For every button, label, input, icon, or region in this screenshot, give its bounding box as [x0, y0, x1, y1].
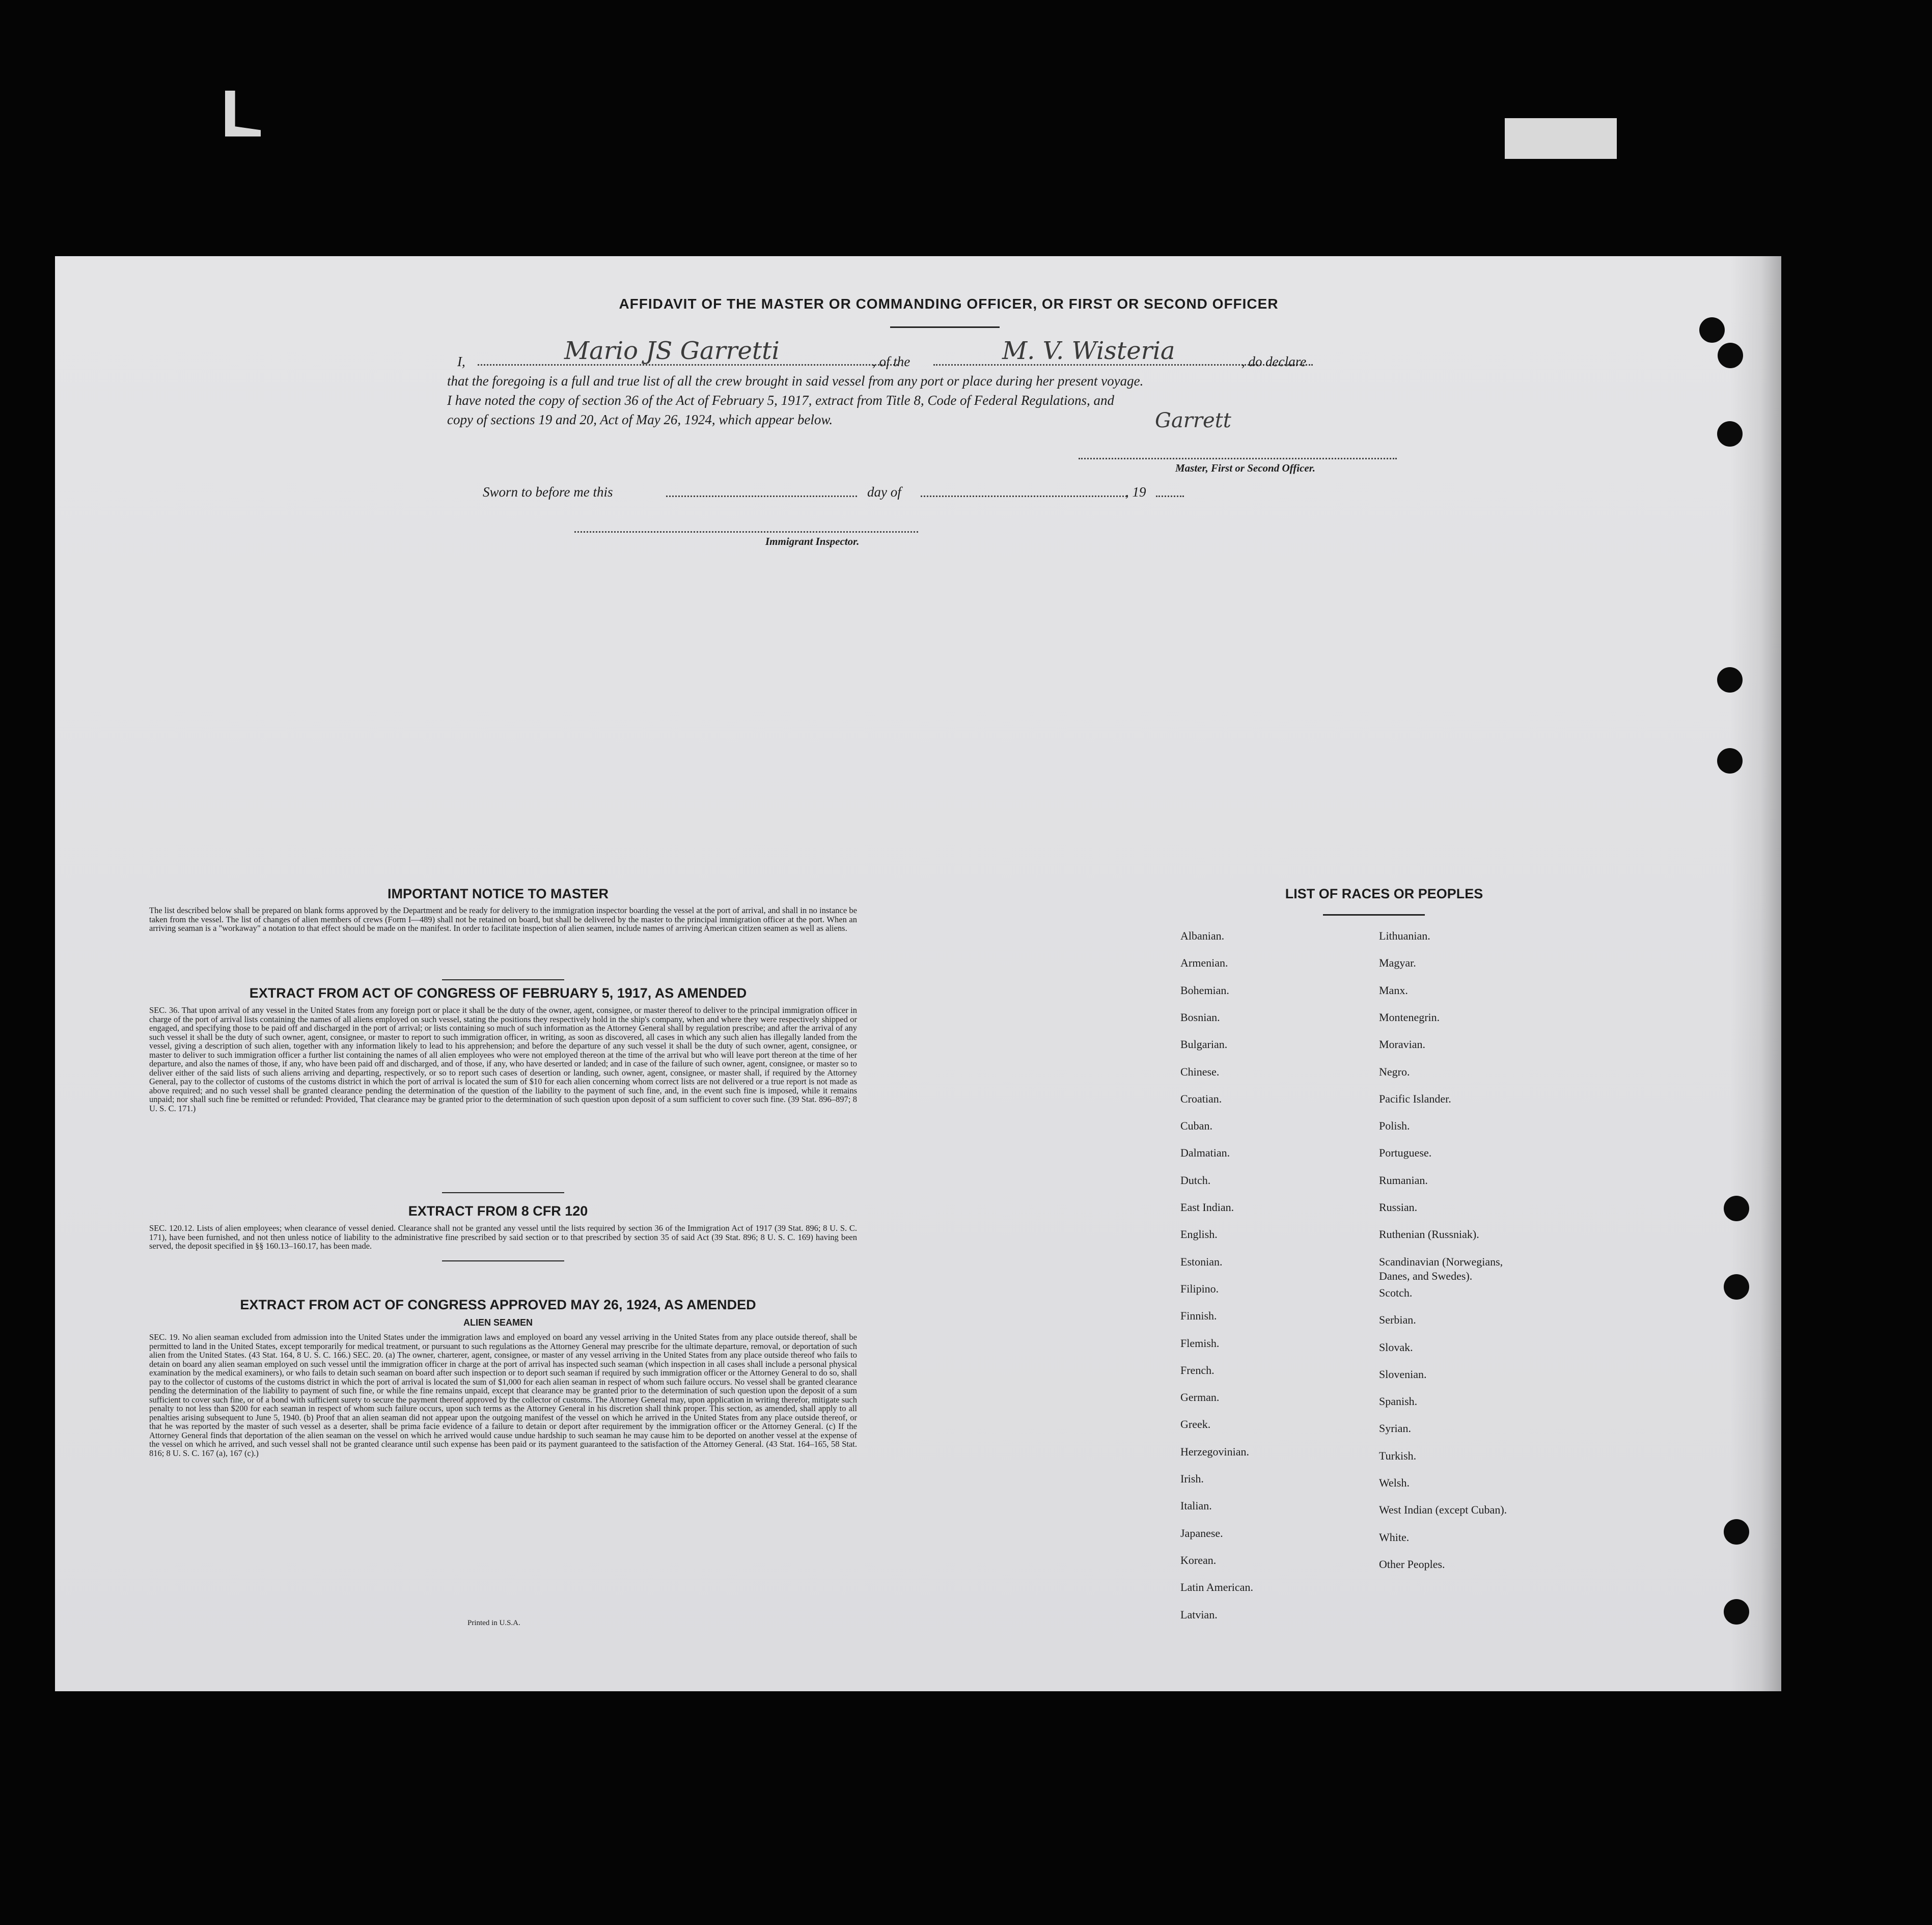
races-left-column — [1180, 929, 1374, 1653]
binder-hole — [1718, 343, 1743, 368]
race-item: Rumanian. — [1379, 1173, 1428, 1187]
race-item: East Indian. — [1180, 1201, 1234, 1214]
race-item: Serbian. — [1379, 1313, 1416, 1327]
binder-hole — [1717, 421, 1743, 447]
extract-1924-heading: EXTRACT FROM ACT OF CONGRESS APPROVED MAY 26, 1924, AS AMENDED — [240, 1297, 756, 1312]
declaration-line-3: I have noted the copy of section 36 of the Act of February 5, 1917, extract from Title 8, Code of Federal Regulations, and — [447, 393, 1115, 408]
extract-cfr-body: SEC. 120.12. Lists of alien employees; when clearance of vessel denied. Clearance shall not be granted any vessel until the lists required by section 36 of the Immigration Act of 1917 (39 Stat. 896; 8 U. S. C. 171), have been furnished, and not then unless notice of liability to the administrative fine prescribed by said section or to that prescribed by section 35 of said Act (39 Stat. 896; 8 U. S. C. 169) having been served, the deposit specified in §§ 160.13–160.17, has been made. — [149, 1223, 857, 1251]
race-item: Lithuanian. — [1379, 929, 1430, 942]
race-item: Montenegrin. — [1379, 1010, 1440, 1024]
film-tab-left — [225, 91, 261, 136]
race-item: Turkish. — [1379, 1449, 1417, 1462]
race-item: Finnish. — [1180, 1309, 1217, 1323]
binder-hole — [1717, 748, 1743, 774]
race-item: Scandinavian (Norwegians, — [1379, 1255, 1503, 1268]
race-item: Filipino. — [1180, 1282, 1219, 1295]
race-item: German. — [1180, 1391, 1220, 1404]
race-item: Other Peoples. — [1379, 1557, 1445, 1571]
extract-1917-divider — [442, 1192, 564, 1193]
race-item: Irish. — [1180, 1472, 1204, 1485]
binder-hole — [1724, 1599, 1749, 1625]
declaration-prefix: I, — [457, 354, 465, 369]
officer-signature: Garrett — [1155, 409, 1231, 432]
race-item: Negro. — [1379, 1065, 1410, 1078]
race-item: Moravian. — [1379, 1038, 1426, 1051]
title-divider — [890, 326, 1000, 328]
sworn-year-line — [1156, 496, 1184, 497]
binder-hole — [1724, 1196, 1749, 1221]
notice-divider — [442, 979, 564, 980]
races-heading: LIST OF RACES OR PEOPLES — [1285, 886, 1483, 901]
printed-label: Printed in U.S.A. — [467, 1619, 520, 1627]
race-item: Spanish. — [1379, 1395, 1418, 1408]
race-item: Russian. — [1379, 1201, 1418, 1214]
affidavit-title: AFFIDAVIT OF THE MASTER OR COMMANDING OFFICER, OR FIRST OR SECOND OFFICER — [619, 296, 1279, 312]
binder-hole — [1724, 1274, 1749, 1300]
race-item: Pacific Islander. — [1379, 1092, 1451, 1105]
notice-body: The list described below shall be prepared on blank forms approved by the Department and be ready for delivery to the immigration inspector boarding the vessel at the port of arrival, and shall in no instance be taken from the vessel. The list of changes of alien members of crews (Form I—489) shall not be retained on board, but shall be delivered by the master to the principal immigration officer at the port. When an arriving seaman is a "workaway" a notation to that effect should be made on the manifest. In order to facilitate inspection of alien seamen, include names of arriving American citizen seamen as well as aliens. — [149, 905, 857, 933]
race-item: Welsh. — [1379, 1476, 1410, 1489]
extract-1917-heading: EXTRACT FROM ACT OF CONGRESS OF FEBRUARY 5, 1917, AS AMENDED — [249, 985, 747, 1001]
race-item: Chinese. — [1180, 1065, 1220, 1078]
race-item: Portuguese. — [1379, 1146, 1432, 1160]
race-item: Slovak. — [1379, 1340, 1413, 1354]
race-item: Italian. — [1180, 1499, 1212, 1513]
race-item: Herzegovinian. — [1180, 1445, 1249, 1458]
race-item: Slovenian. — [1379, 1367, 1427, 1381]
race-item: Manx. — [1379, 983, 1408, 997]
sworn-text: Sworn to before me this — [483, 484, 613, 500]
of-the-text: , of the — [872, 354, 910, 369]
inspector-line — [574, 531, 918, 533]
binder-hole — [1717, 667, 1743, 693]
race-item: Croatian. — [1180, 1092, 1222, 1105]
race-item: French. — [1180, 1363, 1215, 1377]
race-item: Scotch. — [1379, 1286, 1413, 1299]
race-item: Ruthenian (Russniak). — [1379, 1228, 1479, 1241]
race-item: Magyar. — [1379, 956, 1416, 970]
races-right-column — [1379, 929, 1654, 1653]
race-item: Korean. — [1180, 1553, 1217, 1566]
race-item: Japanese. — [1180, 1526, 1223, 1539]
page-edge-shadow — [1730, 256, 1781, 1691]
race-item: Cuban. — [1180, 1119, 1212, 1133]
race-item: Dutch. — [1180, 1173, 1211, 1187]
race-item: Danes, and Swedes). — [1379, 1269, 1473, 1282]
race-item: Greek. — [1180, 1418, 1211, 1431]
race-item: Syrian. — [1379, 1422, 1411, 1435]
signature-caption: Master, First or Second Officer. — [1175, 462, 1315, 474]
race-item: West Indian (except Cuban). — [1379, 1503, 1507, 1517]
race-item: Latvian. — [1180, 1608, 1218, 1621]
race-item: Flemish. — [1180, 1336, 1220, 1350]
day-of-text: day of — [867, 484, 901, 500]
race-item: Bohemian. — [1180, 983, 1229, 997]
officer-name-handwritten: Mario JS Garretti — [564, 337, 780, 365]
binder-hole — [1699, 317, 1725, 343]
race-item: Latin American. — [1180, 1581, 1253, 1594]
vessel-name-handwritten: M. V. Wisteria — [1002, 337, 1175, 365]
race-item: Armenian. — [1180, 956, 1228, 970]
race-item: Bosnian. — [1180, 1010, 1220, 1024]
race-item: Dalmatian. — [1180, 1146, 1230, 1160]
declaration-line-2: that the foregoing is a full and true list of all the crew brought in said vessel from any port or place during her present voyage. — [447, 373, 1144, 389]
extract-1924-body: SEC. 19. No alien seaman excluded from admission into the United States under the immigration laws and employed on board any vessel arriving in the United States from any place outside thereof, shall be permitted to land in the United States, except temporarily for medical treatment, or pursuant to such regulations as the Attorney General may prescribe for the ultimate departure, removal, or deportation of such alien from the United States. (43 Stat. 164, 8 U. S. C. 166.) SEC. 20. (a) The owner, charterer, agent, consignee, or master of any vessel arriving in the United States from any place outside thereof who fails to detain on board any alien seaman employed on such vessel until the immigration officer in charge at the port of arrival has inspected such seaman (which inspection in all cases shall include a personal physical examination by the medical examiners), or who fails to detain such seaman on board after such inspection or to deport such seaman if required by such immigration officer or the Attorney General to do so, shall pay to the collector of customs of the customs district in which the port of arrival is located the sum of $1,000 for each alien seaman in respect of whom such failure occurs. No vessel shall be granted clearance pending the determination of the liability to payment of such fine, or while the fine remains unpaid, except that clearance may be granted prior to the determination of such question upon the deposit of a sum sufficient to cover such fine, or of a bond with sufficient surety to secure the payment thereof approved by the collector of customs. The Attorney General may, upon application in writing therefor, mitigate such penalty to not less than $200 for each seaman in respect of whom such failure occurs, upon such terms as the Attorney General in his discretion shall think proper. This section, as amended, shall apply to all penalties arising subsequent to June 5, 1940. (b) Proof that an alien seaman did not appear upon the outgoing manifest of the vessel on which he arrived in the United States from any place outside thereof, or that he was reported by the master of such vessel as a deserter, shall be prima facie evidence of a failure to detain or deport after requirement by the immigration officer or the Attorney General. (c) If the Attorney General finds that deportation of the alien seaman on the vessel on which he arrived would cause undue hardship to such seaman he may cause him to be deported on another vessel at the expense of the vessel on which he arrived, and such vessel shall not be granted clearance until such expense has been paid or its payment guaranteed to the satisfaction of the Attorney General. (43 Stat. 164–165, 58 Stat. 816; 8 U. S. C. 167 (a), 167 (c).) — [149, 1332, 857, 1458]
sworn-month-line — [921, 496, 1127, 497]
race-item: English. — [1180, 1228, 1218, 1241]
binder-hole — [1724, 1519, 1749, 1545]
year-prefix: , 19 — [1125, 484, 1146, 500]
race-item: Bulgarian. — [1180, 1038, 1228, 1051]
races-divider — [1323, 914, 1425, 916]
signature-line — [1079, 458, 1397, 459]
declaration-line-4: copy of sections 19 and 20, Act of May 26, 1924, which appear below. — [447, 412, 833, 427]
race-item: Albanian. — [1180, 929, 1225, 942]
race-item: Estonian. — [1180, 1255, 1223, 1268]
race-item: White. — [1379, 1530, 1410, 1544]
document-sheet — [55, 256, 1781, 1691]
extract-1924-subheading: ALIEN SEAMEN — [463, 1317, 533, 1328]
sworn-day-line — [666, 496, 857, 497]
inspector-caption: Immigrant Inspector. — [765, 535, 860, 547]
extract-1917-body: SEC. 36. That upon arrival of any vessel in the United States from any foreign port or place it shall be the duty of the owner, agent, consignee, or master thereof to deliver to the principal immigration officer in charge of the port of arrival lists containing the names of all aliens employed on such vessel, stating the positions they respectively hold in the ship's company, when and where they were respectively shipped or engaged, and specifying those to be paid off and discharged in the port of arrival; or lists containing so much of such information as the Attorney General shall by regulation prescribe; and after the arrival of any such vessel it shall be the duty of such owner, agent, consignee, or master to report to such immigration officer, in writing, as soon as discovered, all cases in which any such alien has illegally landed from the vessel, giving a description of such alien, together with any information likely to lead to his apprehension; and before the departure of any such vessel it shall be the duty of such owner, agent, consignee, or master to deliver to such immigration officer a further list containing the names of all alien employees who were not employed thereon at the time of the arrival but who will leave port thereon at the time of her departure, and also the names of those, if any, who have been paid off and discharged, and of those, if any, who have deserted or landed; and in case of the failure of such owner, agent, consignee, or master so to deliver either of the said lists of such aliens arriving and departing, respectively, or so to report such cases of desertion or landing, such owner, agent, consignee, or master shall, if required by the Attorney General, pay to the collector of customs of the customs district in which the port of arrival is located the sum of $10 for each alien concerning whom correct lists are not delivered or a true report is not made as above required; and no such vessel shall be granted clearance pending the determination of the question of the liability to the payment of such fine, and, in the event such fine is imposed, while it remains unpaid; nor shall such fine be remitted or refunded: Provided, That clearance may be granted prior to the determination of such question upon deposit of a sum sufficient to cover such fine. (39 Stat. 896–897; 8 U. S. C. 171.) — [149, 1005, 857, 1113]
do-declare-text: , do declare — [1241, 354, 1307, 369]
extract-cfr-divider — [442, 1260, 564, 1261]
film-tab-right — [1505, 118, 1617, 159]
race-item: Polish. — [1379, 1119, 1410, 1133]
notice-heading: IMPORTANT NOTICE TO MASTER — [388, 886, 609, 901]
extract-cfr-heading: EXTRACT FROM 8 CFR 120 — [408, 1203, 588, 1219]
